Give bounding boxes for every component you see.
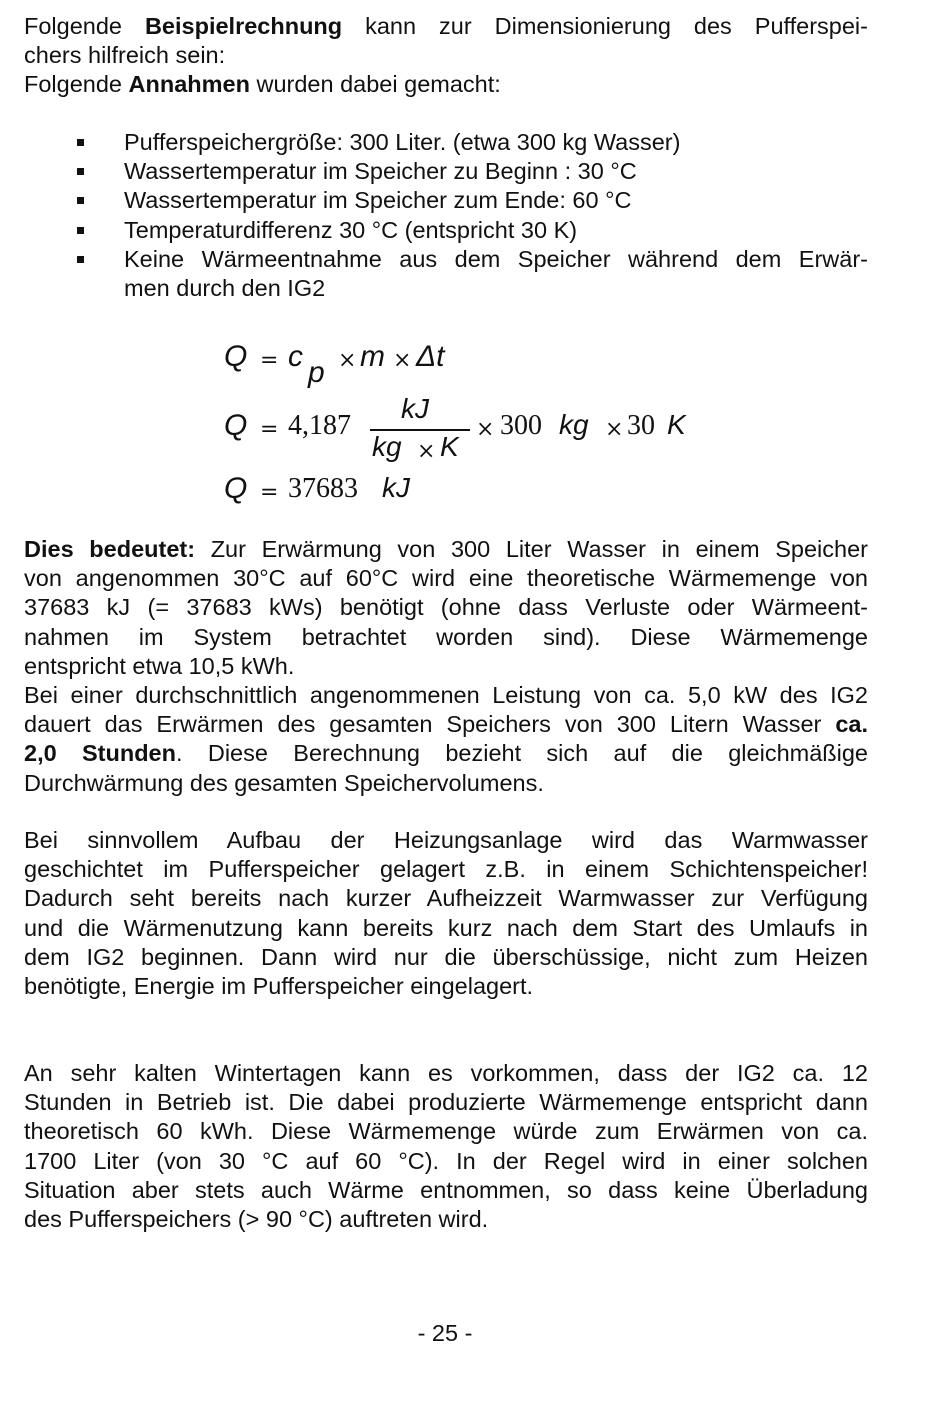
- bullet-square-icon: [77, 168, 84, 175]
- text-line: nahmen im System betrachtet worden sind). Diese Wärmemenge: [24, 623, 868, 650]
- formula-p-subscript: p: [308, 356, 325, 389]
- bullet-square-icon: [77, 139, 84, 146]
- formula-kg-unit: kg: [559, 409, 589, 440]
- formula-result-unit: kJ: [382, 472, 410, 503]
- formula-equals: =: [260, 348, 279, 373]
- text-line: theoretisch 60 kWh. Diese Wärmemenge würde zum Erwärmen von ca.: [24, 1118, 868, 1145]
- text-line: An sehr kalten Wintertagen kann es vorkommen, dass der IG2 ca. 12: [24, 1060, 868, 1086]
- text-line: dem IG2 beginnen. Dann wird nur die überschüssige, nicht zum Heizen: [24, 943, 868, 970]
- text-line: dauert das Erwärmen des gesamten Speichers von 300 Litern Wasser ca.: [24, 711, 868, 738]
- formula-kj-numerator: kJ: [401, 393, 429, 424]
- text-line: Durchwärmung des gesamten Speichervolumens.: [24, 769, 544, 796]
- text-line: entspricht etwa 10,5 kWh.: [24, 652, 295, 679]
- formula-mass-value: 300: [500, 410, 542, 441]
- bullet-square-icon: [77, 256, 84, 263]
- text-line: geschichtet im Pufferspeicher gelagert z.B. in einem Schichtenspeicher!: [24, 856, 868, 883]
- formula-times: ×: [393, 348, 412, 373]
- formula-k-unit: K: [667, 409, 686, 440]
- text-line: 1700 Liter (von 30 °C auf 60 °C). In der Regel wird in einer solchen: [24, 1147, 868, 1174]
- formula-q: Q: [224, 340, 248, 373]
- intro-paragraph: [24, 12, 868, 100]
- formula-equals: =: [260, 480, 279, 505]
- list-item: Wassertemperatur im Speicher zum Ende: 60 °C: [24, 186, 868, 215]
- formula-result-value: 37683: [288, 473, 358, 504]
- text-line: Stunden in Betrieb ist. Die dabei produzierte Wärmemenge entspricht dann: [24, 1089, 868, 1116]
- formula-k-denominator: K: [440, 431, 459, 462]
- formula-q: Q: [224, 409, 248, 442]
- formula-c: c: [288, 340, 303, 373]
- formula-times: ×: [605, 417, 624, 442]
- list-item: Pufferspeichergröße: 300 Liter. (etwa 300 kg Wasser): [24, 128, 868, 157]
- formula-times: ×: [417, 439, 436, 464]
- formula-kg-denominator: kg: [372, 431, 402, 462]
- text-line: benötigte, Energie im Pufferspeicher eingelagert.: [24, 972, 534, 999]
- text-line: 37683 kJ (= 37683 kWs) benötigt (ohne dass Verluste oder Wärmeent-: [24, 594, 868, 621]
- formula-delta-t: Δt: [416, 340, 445, 373]
- list-item: Temperaturdifferenz 30 °C (entspricht 30 K): [24, 216, 868, 245]
- intro-line-2: chers hilfreich sein:: [24, 42, 226, 69]
- assumptions-list: [24, 128, 868, 303]
- page-number: - 25 -: [417, 1320, 473, 1346]
- text-line: Dies bedeutet: Zur Erwärmung von 300 Liter Wasser in einem Speicher: [24, 536, 868, 562]
- explanation-paragraph: [24, 535, 868, 798]
- list-item: Keine Wärmeentnahme aus dem Speicher während dem Erwär- men durch den IG2: [24, 245, 868, 303]
- text-line: Bei sinnvollem Aufbau der Heizungsanlage wird das Warmwasser: [24, 827, 868, 853]
- formula-delta-t-value: 30: [627, 410, 655, 441]
- intro-line-1: Folgende Beispielrechnung kann zur Dimensionierung des Pufferspei-: [24, 13, 868, 39]
- formula-m: m: [360, 340, 385, 373]
- bullet-square-icon: [77, 227, 84, 234]
- text-line: und die Wärmenutzung kann bereits kurz nach dem Start des Umlaufs in: [24, 914, 868, 941]
- text-line: Bei einer durchschnittlich angenommenen Leistung von ca. 5,0 kW des IG2: [24, 681, 868, 708]
- formula-times: ×: [476, 417, 495, 442]
- formula-equals: =: [260, 417, 279, 442]
- text-line: des Pufferspeichers (> 90 °C) auftreten wird.: [24, 1205, 489, 1232]
- formula-specific-heat-value: 4,187: [288, 410, 351, 441]
- text-line: 2,0 Stunden. Diese Berechnung bezieht sich auf die gleichmäßige: [24, 740, 869, 767]
- intro-line-3: Folgende Annahmen wurden dabei gemacht:: [24, 71, 501, 98]
- text-line: Situation aber stets auch Wärme entnommen, so dass keine Überladung: [24, 1176, 868, 1203]
- bullet-square-icon: [77, 197, 84, 204]
- list-item: Wassertemperatur im Speicher zu Beginn : 30 °C: [24, 157, 868, 186]
- formula-q: Q: [224, 472, 248, 505]
- text-line: Dadurch seht bereits nach kurzer Aufheizzeit Warmwasser zur Verfügung: [24, 885, 868, 912]
- layering-paragraph: [24, 826, 868, 1001]
- formula-times: ×: [338, 348, 357, 373]
- winter-paragraph: [24, 1059, 868, 1234]
- text-line: von angenommen 30°C auf 60°C wird eine theoretische Wärmemenge von: [24, 565, 868, 592]
